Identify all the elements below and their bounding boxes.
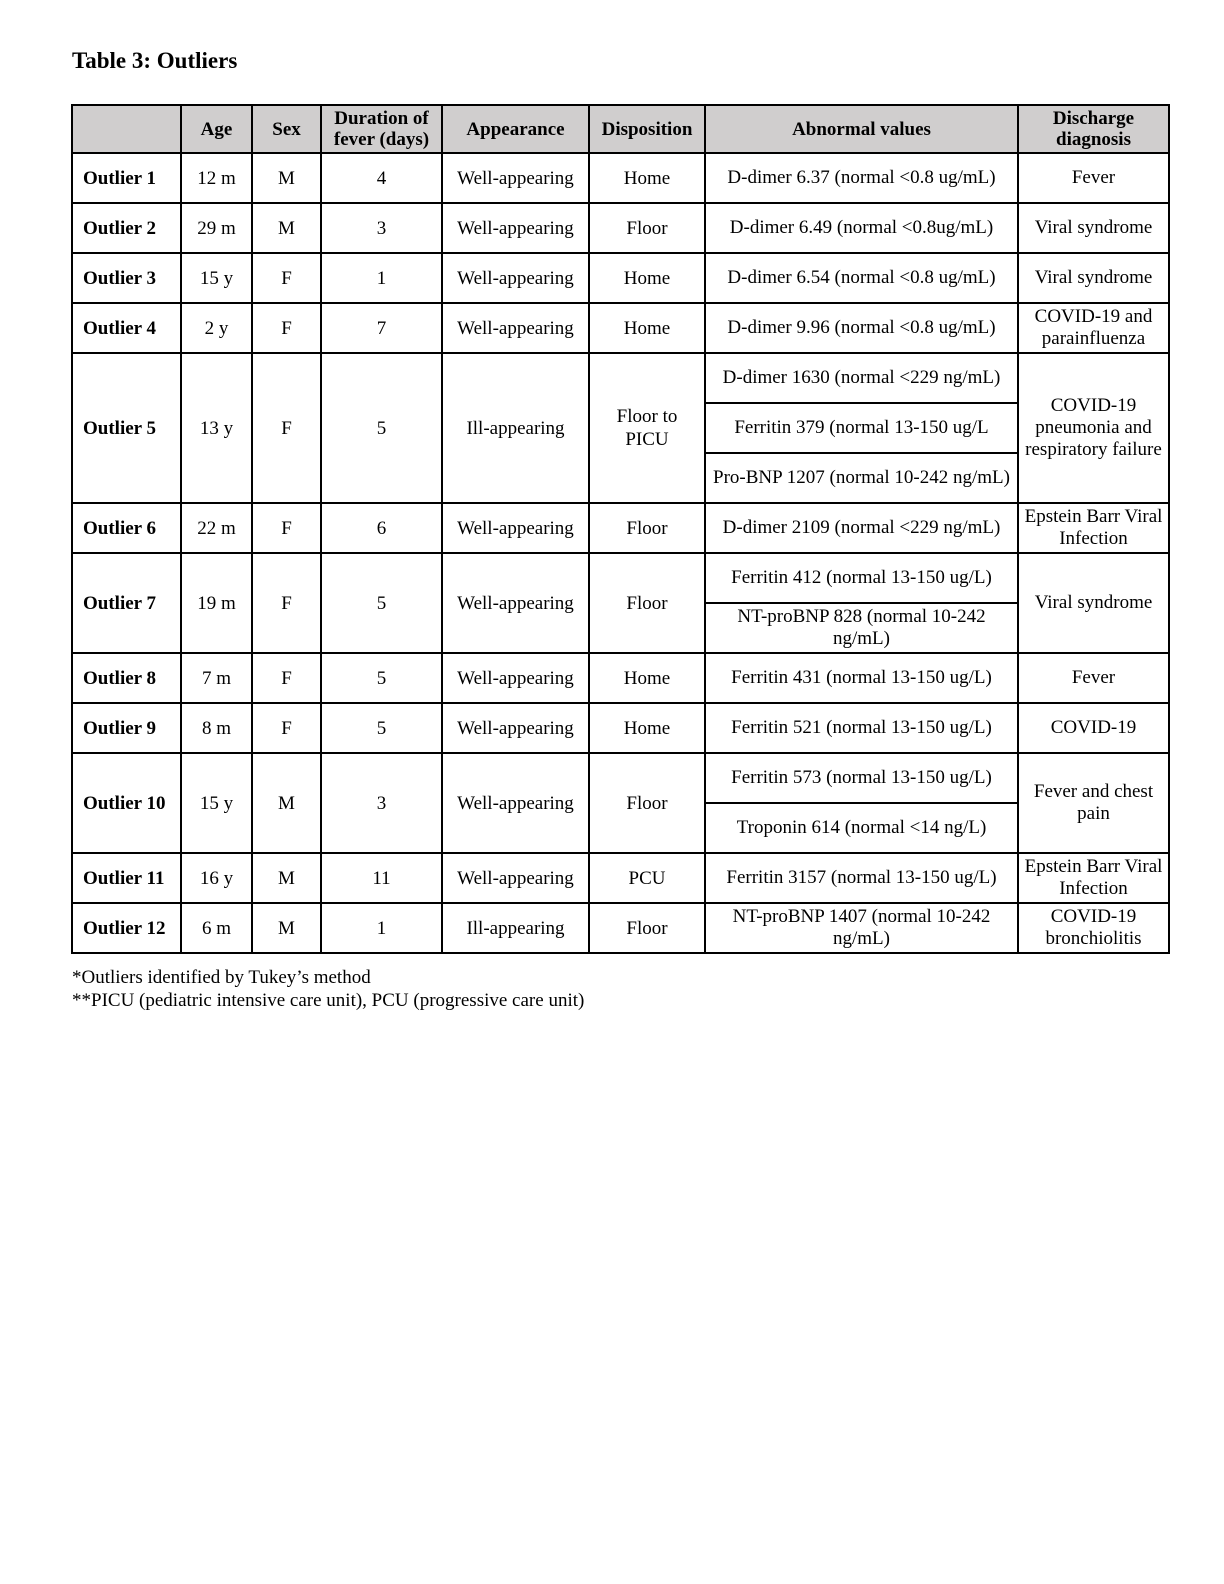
table-row	[72, 703, 1169, 753]
cell-disposition: Floor	[589, 203, 705, 253]
cell-discharge-diagnosis: COVID-19 and parainfluenza	[1018, 303, 1169, 353]
cell-duration: 3	[321, 203, 442, 253]
cell-discharge-diagnosis: Fever and chest pain	[1018, 753, 1169, 853]
header-row	[72, 105, 1169, 153]
table-row	[72, 303, 1169, 353]
row-label: Outlier 8	[72, 653, 181, 703]
cell-disposition: Floor	[589, 503, 705, 553]
table-body	[72, 153, 1169, 953]
cell-abnormal-value: D-dimer 6.54 (normal <0.8 ug/mL)	[705, 253, 1018, 303]
row-label: Outlier 9	[72, 703, 181, 753]
cell-age: 15 y	[181, 253, 252, 303]
cell-duration: 3	[321, 753, 442, 853]
cell-sex: M	[252, 203, 321, 253]
outliers-table	[71, 104, 1170, 954]
cell-age: 8 m	[181, 703, 252, 753]
cell-abnormal-value: Ferritin 431 (normal 13-150 ug/L)	[705, 653, 1018, 703]
table-row	[72, 153, 1169, 203]
header-sex: Sex	[252, 105, 321, 153]
cell-duration: 5	[321, 553, 442, 653]
cell-age: 12 m	[181, 153, 252, 203]
cell-appearance: Well-appearing	[442, 653, 589, 703]
cell-abnormal-value: D-dimer 2109 (normal <229 ng/mL)	[705, 503, 1018, 553]
cell-age: 16 y	[181, 853, 252, 903]
cell-disposition: Floor	[589, 903, 705, 953]
cell-duration: 6	[321, 503, 442, 553]
table-row	[72, 853, 1169, 903]
cell-abnormal-value: D-dimer 9.96 (normal <0.8 ug/mL)	[705, 303, 1018, 353]
row-label: Outlier 4	[72, 303, 181, 353]
cell-discharge-diagnosis: COVID-19 bronchiolitis	[1018, 903, 1169, 953]
cell-discharge-diagnosis: Epstein Barr Viral Infection	[1018, 853, 1169, 903]
row-label: Outlier 1	[72, 153, 181, 203]
cell-disposition: Home	[589, 253, 705, 303]
cell-discharge-diagnosis: Viral syndrome	[1018, 203, 1169, 253]
cell-disposition: Home	[589, 703, 705, 753]
cell-sex: M	[252, 853, 321, 903]
cell-appearance: Well-appearing	[442, 753, 589, 853]
table-row	[72, 553, 1169, 603]
cell-sex: F	[252, 653, 321, 703]
cell-abnormal-value: Ferritin 521 (normal 13-150 ug/L)	[705, 703, 1018, 753]
table-row	[72, 903, 1169, 953]
cell-disposition: Home	[589, 653, 705, 703]
table-row	[72, 353, 1169, 403]
table-row	[72, 503, 1169, 553]
row-label: Outlier 6	[72, 503, 181, 553]
cell-disposition: PCU	[589, 853, 705, 903]
cell-duration: 7	[321, 303, 442, 353]
cell-sex: M	[252, 903, 321, 953]
cell-age: 2 y	[181, 303, 252, 353]
table-row	[72, 753, 1169, 803]
cell-age: 29 m	[181, 203, 252, 253]
cell-disposition: Floor	[589, 753, 705, 853]
cell-duration: 5	[321, 653, 442, 703]
cell-age: 22 m	[181, 503, 252, 553]
cell-abnormal-value: Ferritin 412 (normal 13-150 ug/L)	[705, 553, 1018, 603]
cell-disposition: Floor	[589, 553, 705, 653]
cell-discharge-diagnosis: Fever	[1018, 153, 1169, 203]
cell-appearance: Well-appearing	[442, 853, 589, 903]
cell-abnormal-value: Troponin 614 (normal <14 ng/L)	[705, 803, 1018, 853]
cell-disposition: Home	[589, 303, 705, 353]
cell-appearance: Well-appearing	[442, 153, 589, 203]
cell-abnormal-value: Ferritin 379 (normal 13-150 ug/L	[705, 403, 1018, 453]
header-age: Age	[181, 105, 252, 153]
cell-sex: F	[252, 303, 321, 353]
cell-appearance: Well-appearing	[442, 203, 589, 253]
cell-sex: M	[252, 153, 321, 203]
cell-abnormal-value: NT-proBNP 828 (normal 10-242 ng/mL)	[705, 603, 1018, 653]
cell-sex: F	[252, 703, 321, 753]
row-label: Outlier 2	[72, 203, 181, 253]
cell-duration: 1	[321, 903, 442, 953]
page-title: Table 3: Outliers	[72, 48, 238, 73]
header-blank	[72, 105, 181, 153]
table-row	[72, 203, 1169, 253]
cell-sex: M	[252, 753, 321, 853]
cell-age: 6 m	[181, 903, 252, 953]
row-label: Outlier 12	[72, 903, 181, 953]
cell-discharge-diagnosis: Fever	[1018, 653, 1169, 703]
header-disposition: Disposition	[589, 105, 705, 153]
cell-discharge-diagnosis: COVID-19 pneumonia and respiratory failure	[1018, 353, 1169, 503]
cell-appearance: Well-appearing	[442, 703, 589, 753]
row-label: Outlier 3	[72, 253, 181, 303]
header-duration: Duration of fever (days)	[321, 105, 442, 153]
cell-appearance: Well-appearing	[442, 553, 589, 653]
cell-age: 15 y	[181, 753, 252, 853]
cell-appearance: Ill-appearing	[442, 353, 589, 503]
cell-discharge-diagnosis: Epstein Barr Viral Infection	[1018, 503, 1169, 553]
cell-abnormal-value: D-dimer 1630 (normal <229 ng/mL)	[705, 353, 1018, 403]
cell-appearance: Ill-appearing	[442, 903, 589, 953]
row-label: Outlier 11	[72, 853, 181, 903]
header-discharge-diagnosis: Discharge diagnosis	[1018, 105, 1169, 153]
cell-duration: 5	[321, 703, 442, 753]
cell-duration: 11	[321, 853, 442, 903]
row-label: Outlier 5	[72, 353, 181, 503]
cell-sex: F	[252, 353, 321, 503]
footnotes	[72, 966, 584, 1012]
cell-age: 7 m	[181, 653, 252, 703]
cell-abnormal-value: Ferritin 3157 (normal 13-150 ug/L)	[705, 853, 1018, 903]
table-row	[72, 653, 1169, 703]
cell-discharge-diagnosis: Viral syndrome	[1018, 253, 1169, 303]
cell-age: 13 y	[181, 353, 252, 503]
row-label: Outlier 7	[72, 553, 181, 653]
cell-discharge-diagnosis: COVID-19	[1018, 703, 1169, 753]
cell-sex: F	[252, 253, 321, 303]
cell-abnormal-value: Pro-BNP 1207 (normal 10-242 ng/mL)	[705, 453, 1018, 503]
header-appearance: Appearance	[442, 105, 589, 153]
table-row	[72, 253, 1169, 303]
cell-appearance: Well-appearing	[442, 253, 589, 303]
cell-duration: 1	[321, 253, 442, 303]
footnote: **PICU (pediatric intensive care unit), PCU (progressive care unit)	[72, 990, 585, 1011]
cell-age: 19 m	[181, 553, 252, 653]
cell-abnormal-value: NT-proBNP 1407 (normal 10-242 ng/mL)	[705, 903, 1018, 953]
cell-appearance: Well-appearing	[442, 303, 589, 353]
header-abnormal-values: Abnormal values	[705, 105, 1018, 153]
cell-discharge-diagnosis: Viral syndrome	[1018, 553, 1169, 653]
cell-sex: F	[252, 503, 321, 553]
cell-duration: 5	[321, 353, 442, 503]
cell-disposition: Floor to PICU	[589, 353, 705, 503]
cell-abnormal-value: Ferritin 573 (normal 13-150 ug/L)	[705, 753, 1018, 803]
cell-abnormal-value: D-dimer 6.49 (normal <0.8ug/mL)	[705, 203, 1018, 253]
cell-duration: 4	[321, 153, 442, 203]
cell-appearance: Well-appearing	[442, 503, 589, 553]
footnote: *Outliers identified by Tukey’s method	[72, 967, 371, 988]
cell-disposition: Home	[589, 153, 705, 203]
row-label: Outlier 10	[72, 753, 181, 853]
cell-sex: F	[252, 553, 321, 653]
cell-abnormal-value: D-dimer 6.37 (normal <0.8 ug/mL)	[705, 153, 1018, 203]
